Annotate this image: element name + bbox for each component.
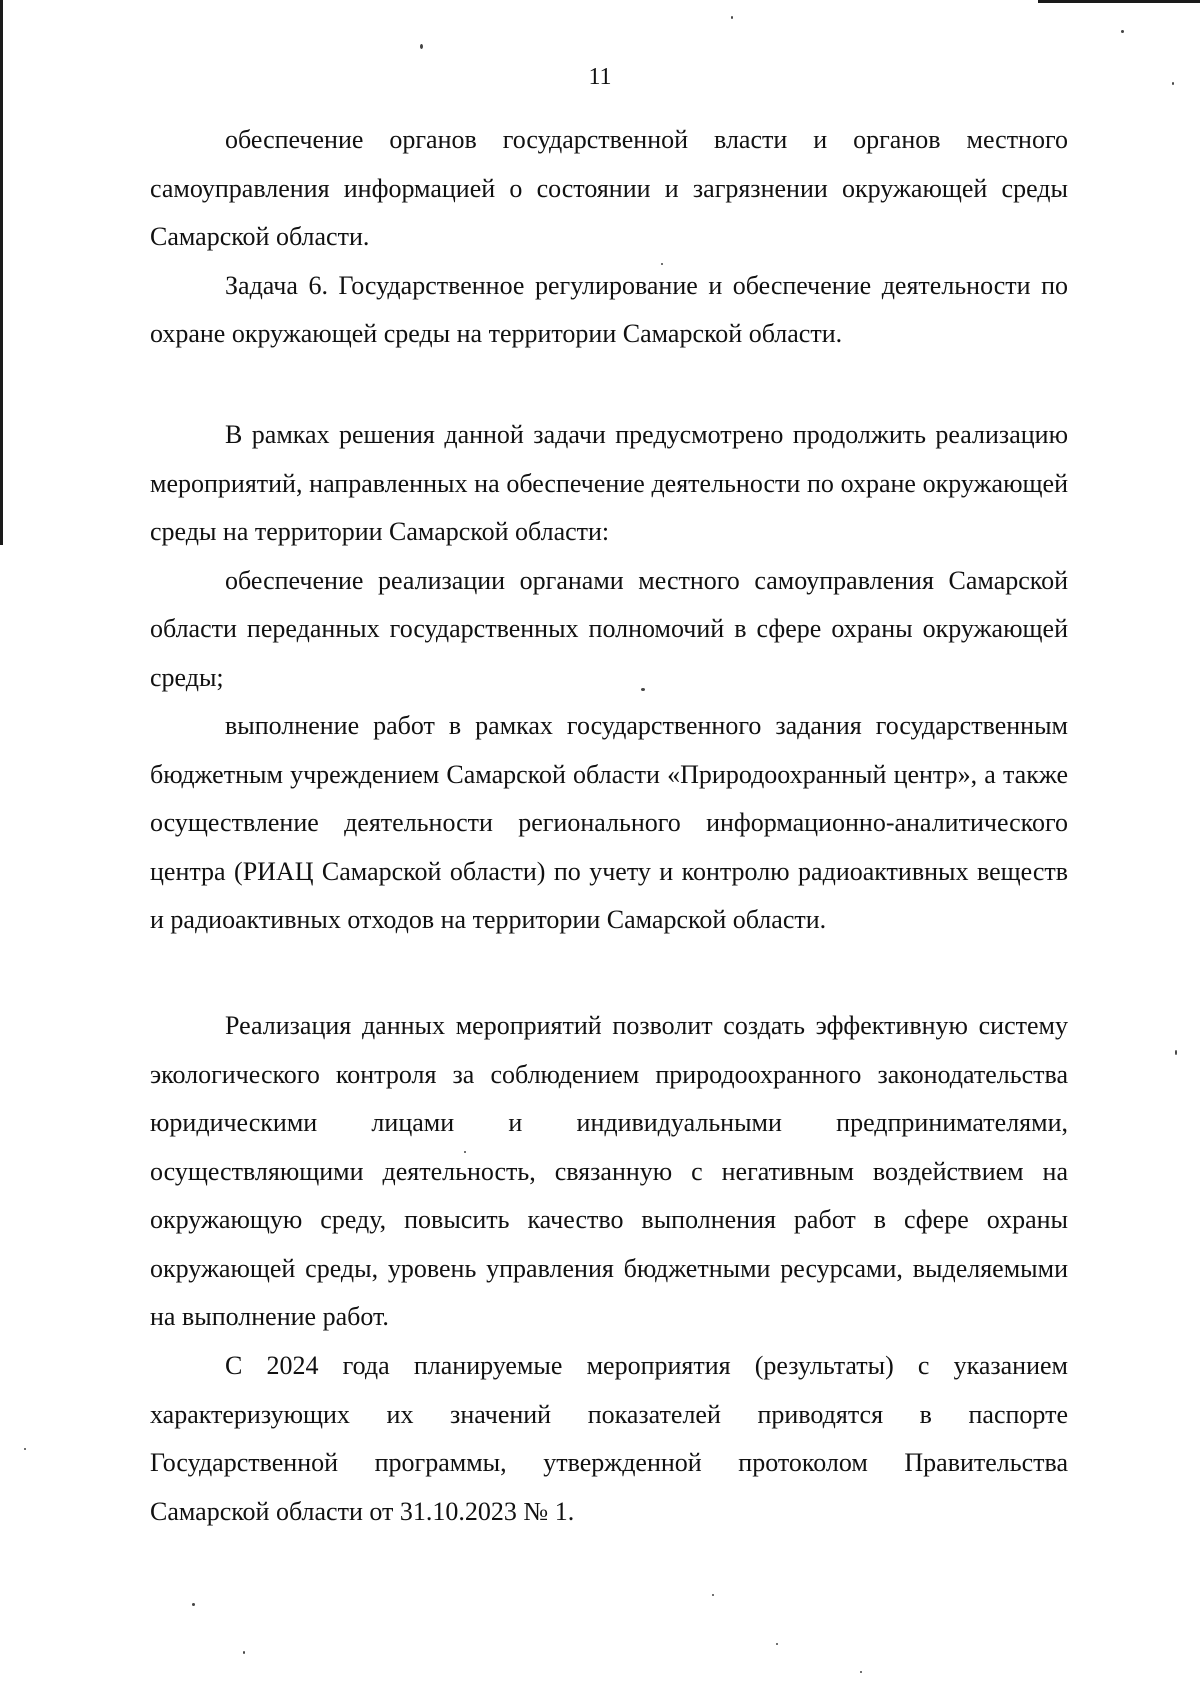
scan-edge-line [1038, 0, 1200, 3]
paragraph: Реализация данных мероприятий позволит создать эффективную систему экологического контроля за соблюдением природоохранного законодательства юридическими лицами и индивидуальными предпринимателями, осуществляющими деятельность, связанную с негативным воздействием на окружающую среду, повысить качество выполнения работ в сфере охраны окружающей среды, уровень управления бюджетными ресурсами, выделяемыми на выполнение работ. [150, 1011, 1068, 1331]
scan-speck [860, 1671, 862, 1673]
paragraph: В рамках решения данной задачи предусмотрено продолжить реализацию мероприятий, направленных на обеспечение деятельности по охране окружающей среды на территории Самарской области: [150, 420, 1068, 546]
scan-speck [243, 1651, 245, 1654]
scan-speck [712, 1594, 714, 1596]
scan-speck [1175, 1050, 1177, 1055]
paragraph: обеспечение органов государственной власти и органов местного самоуправления информацией о состоянии и загрязнении окружающей среды Самарской области. [150, 125, 1068, 251]
body-text [150, 411, 1068, 945]
scan-speck [731, 16, 733, 19]
body-text [150, 116, 1068, 359]
page-number: 11 [588, 64, 612, 90]
paragraph: Задача 6. Государственное регулирование и обеспечение деятельности по охране окружающей среды на территории Самарской области. [150, 270, 1068, 348]
scan-speck [192, 1603, 195, 1606]
scan-speck [1121, 30, 1124, 33]
scan-speck [776, 1643, 778, 1645]
body-text [150, 1002, 1068, 1342]
paragraph: обеспечение реализации органами местного самоуправления Самарской области переданных государственных полномочий в сфере охраны окружающей среды; [150, 565, 1068, 692]
scan-speck [420, 44, 423, 49]
paragraph: выполнение работ в рамках государственного задания государственным бюджетным учреждением Самарской области «Природоохранный центр», а также осуществление деятельности регионального информационно-аналитического центра (РИАЦ Самарской области) по учету и контролю радиоактивных веществ и радиоактивных отходов на территории Самарской области. [150, 711, 1068, 934]
scan-speck [24, 1448, 26, 1450]
paragraph: С 2024 года планируемые мероприятия (результаты) с указанием характеризующих их значений показателей приводятся в паспорте Государственной программы, утвержденной протоколом Правительства Самарской области от 31.10.2023 № 1. [150, 1351, 1068, 1526]
body-text [150, 1342, 1068, 1536]
